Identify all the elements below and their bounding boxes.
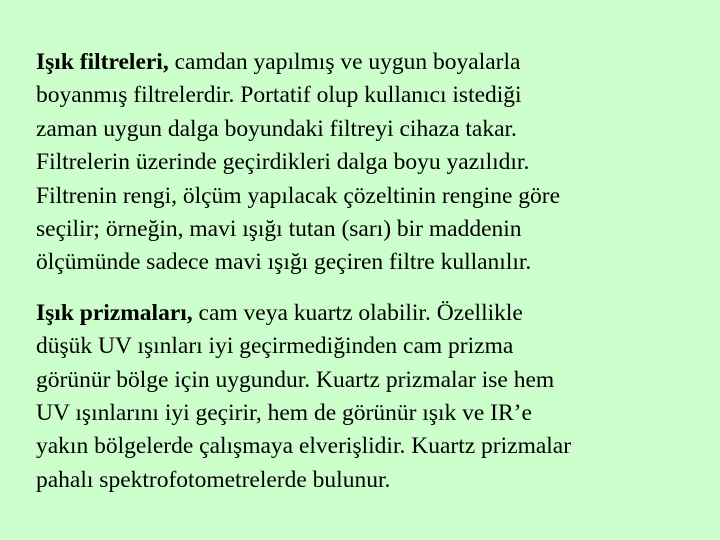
text-line: boyanmış filtrelerdir. Portatif olup kullanıcı istediği (36, 82, 522, 109)
text-line: UV ışınlarını iyi geçirir, hem de görünür ışık ve IR’e (36, 400, 532, 427)
text-line: görünür bölge için uygundur. Kuartz prizmalar ise hem (36, 366, 555, 393)
slide-body (36, 46, 684, 497)
text-line: seçilir; örneğin, mavi ışığı tutan (sarı) bir maddenin (36, 216, 522, 243)
text-line: düşük UV ışınları iyi geçirmediğinden cam prizma (36, 333, 514, 360)
text-line: zaman uygun dalga boyundaki filtreyi cihaza takar. (36, 115, 517, 142)
paragraph-light-filters (36, 46, 684, 280)
text-line: pahalı spektrofotometrelerde bulunur. (36, 466, 391, 493)
paragraph-light-prisms (36, 297, 684, 497)
text-line: Işık filtreleri, camdan yapılmış ve uygun boyalarla (36, 49, 521, 75)
text-line: Işık prizmaları, cam veya kuartz olabilir. Özellikle (36, 299, 523, 326)
text-line: Filtrenin rengi, ölçüm yapılacak çözeltinin rengine göre (36, 182, 560, 209)
text-line: ölçümünde sadece mavi ışığı geçiren filtre kullanılır. (36, 249, 532, 276)
text-line: Filtrelerin üzerinde geçirdikleri dalga boyu yazılıdır. (36, 149, 530, 176)
text-line: yakın bölgelerde çalışmaya elverişlidir. Kuartz prizmalar (36, 433, 572, 460)
term-light-prisms: Işık prizmaları, (36, 299, 193, 326)
term-light-filters: Işık filtreleri, (36, 49, 169, 75)
